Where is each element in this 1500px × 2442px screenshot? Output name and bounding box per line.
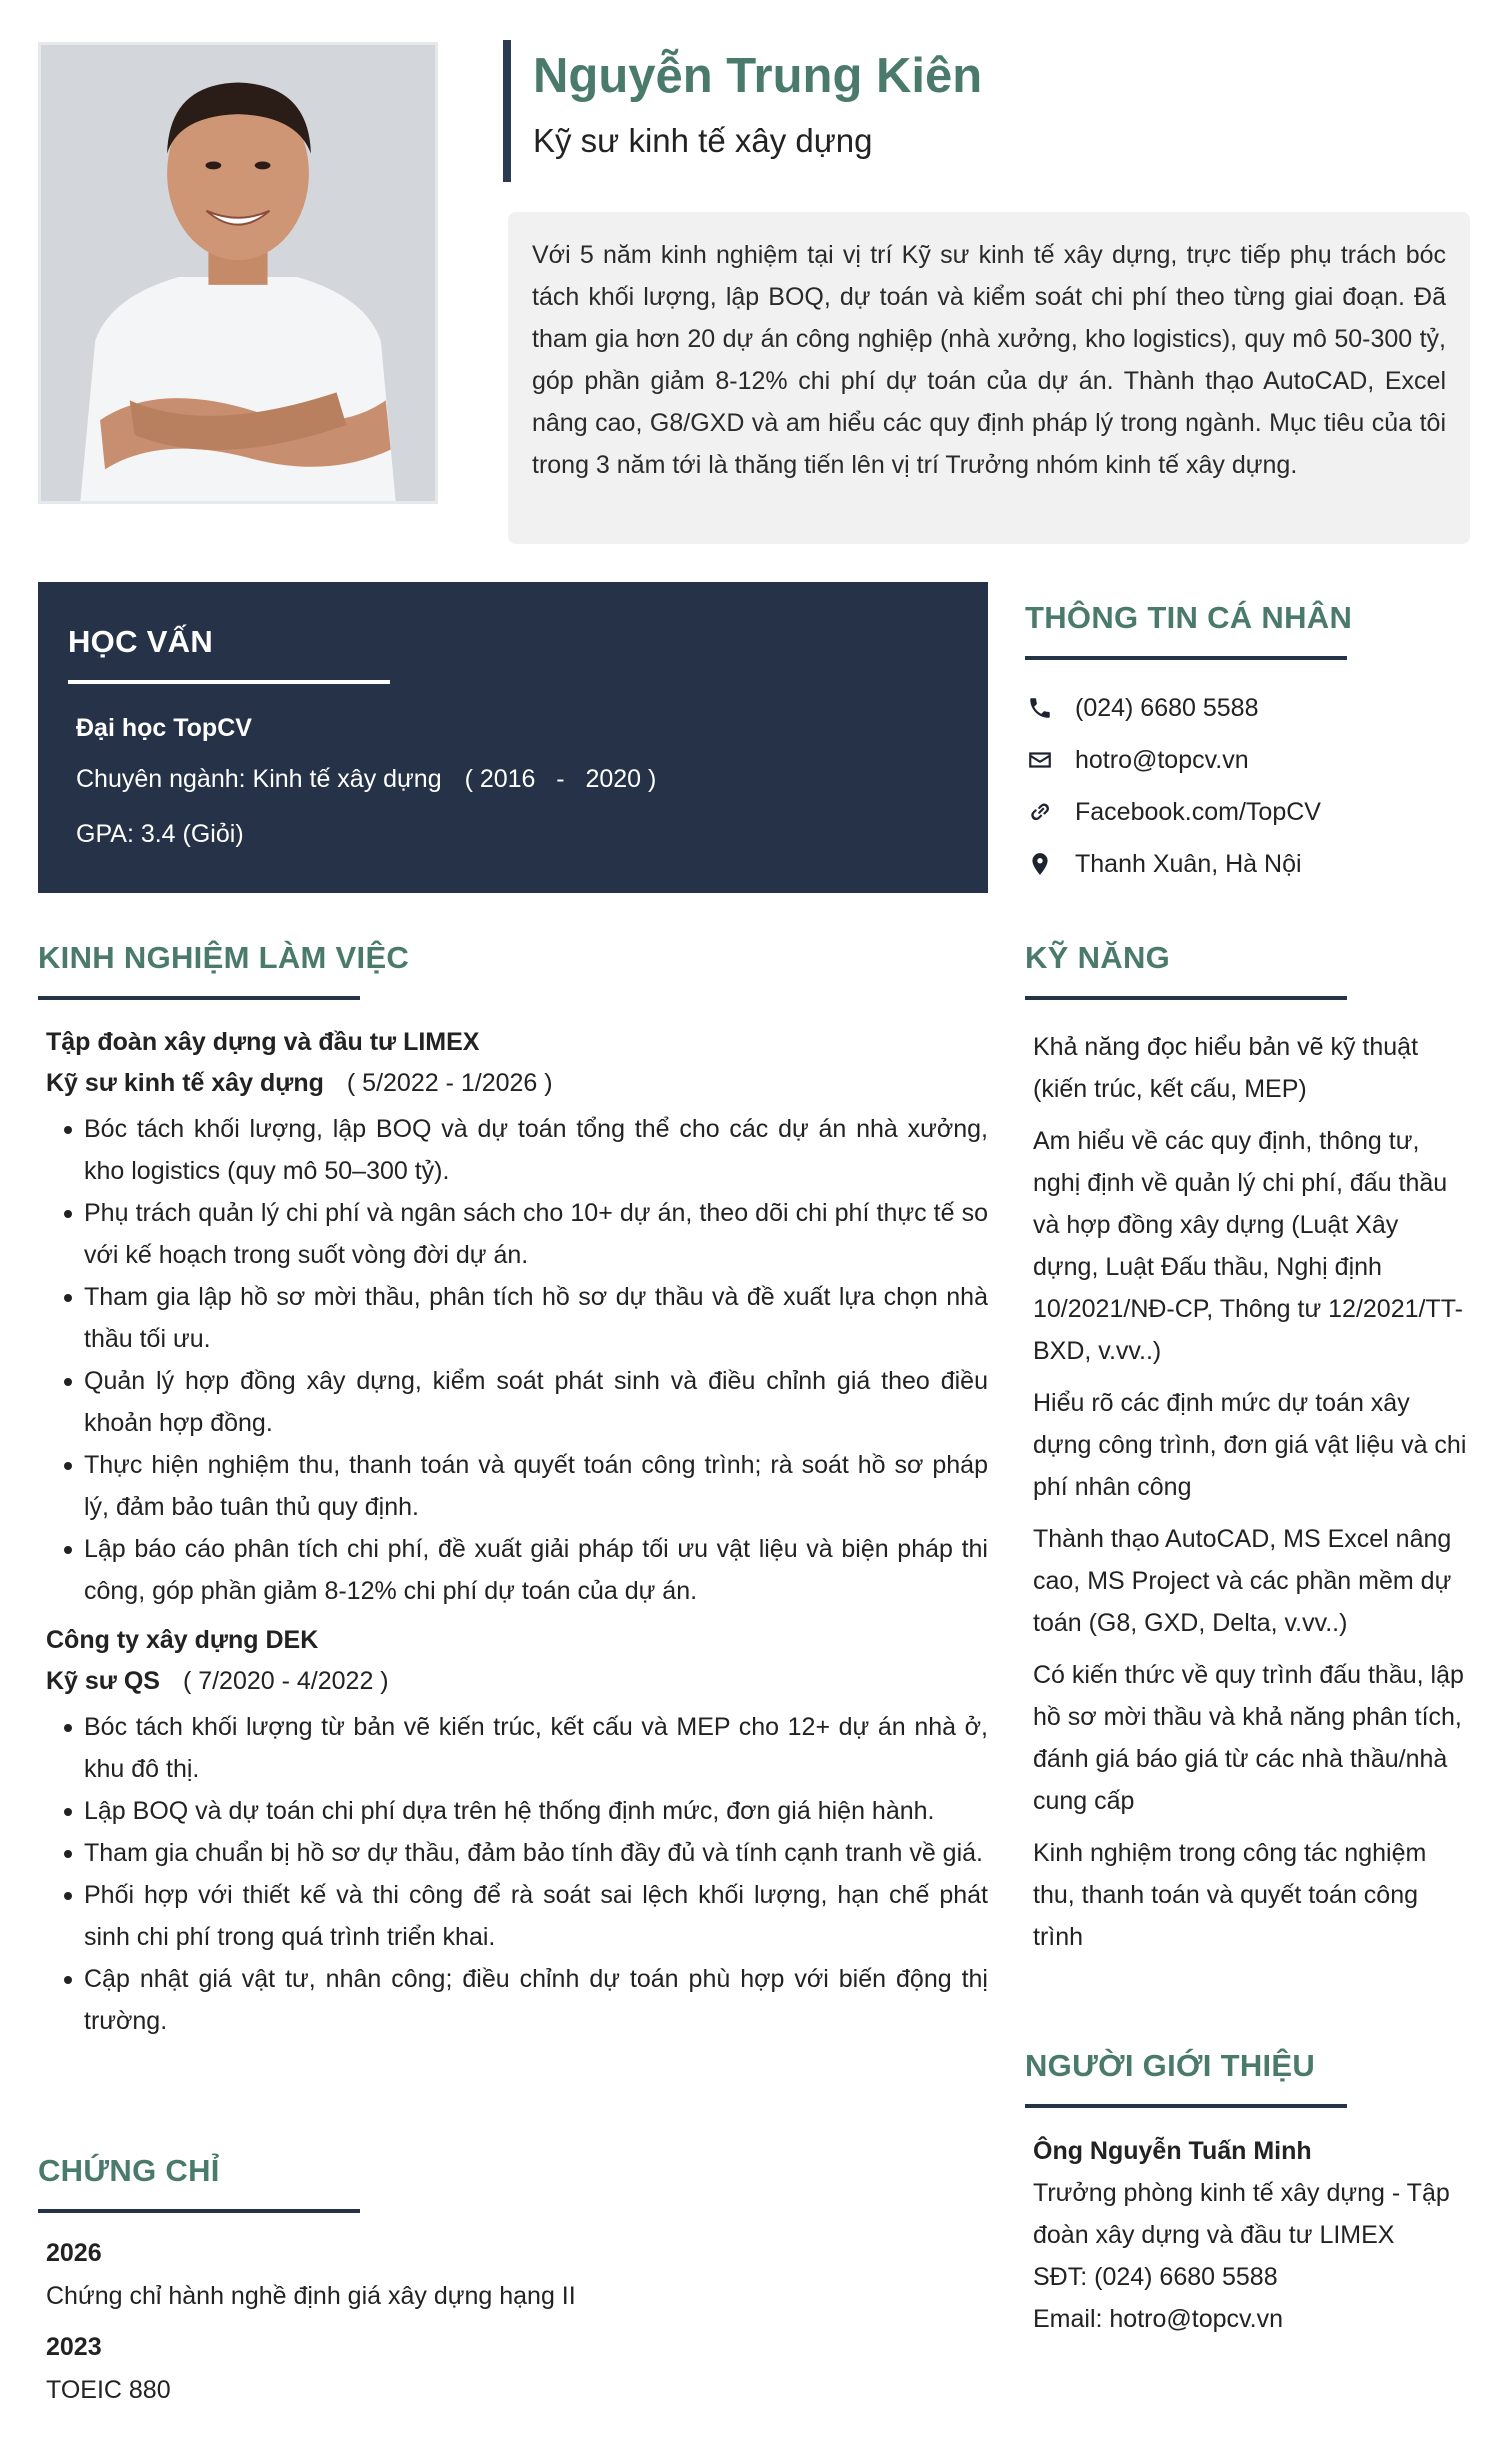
list-item: Bóc tách khối lượng từ bản vẽ kiến trúc, kết cấu và MEP cho 12+ dự án nhà ở, khu đô thị. [64,1706,988,1790]
info-website [1025,786,1465,838]
skill-item: Thành thạo AutoCAD, MS Excel nâng cao, MS Project và các phần mềm dự toán (G8, GXD, Delta, v.vv..) [1033,1525,1452,1637]
list-item: Tham gia lập hồ sơ mời thầu, phân tích hồ sơ dự thầu và đề xuất lựa chọn nhà thầu tối ưu. [64,1276,988,1360]
education-school: Đại học TopCV [76,714,252,742]
info-text: hotro@topcv.vn [1075,745,1249,774]
job-bullets [38,1706,988,2042]
list-item: Cập nhật giá vật tư, nhân công; điều chỉnh dự toán phù hợp với biến động thị trường. [64,1958,988,2042]
certificate-year: 2023 [46,2333,102,2361]
job-company: Công ty xây dựng DEK [46,1626,319,1654]
reference-position: Trưởng phòng kinh tế xây dựng - Tập đoàn xây dựng và đầu tư LIMEX [1033,2179,1450,2249]
reference-section [1025,2048,1470,2340]
info-email [1025,734,1465,786]
list-item: Thực hiện nghiệm thu, thanh toán và quyết toán công trình; rà soát hồ sơ pháp lý, đảm bảo tuân thủ quy định. [64,1444,988,1528]
career-summary: Với 5 năm kinh nghiệm tại vị trí Kỹ sư kinh tế xây dựng, trực tiếp phụ trách bóc tách khối lượng, lập BOQ, dự toán và kiểm soát chi phí theo từng giai đoạn. Đã tham gia hơn 20 dự án công nghiệp (nhà xưởng, kho logistics), quy mô 50-300 tỷ, góp phần giảm 8-12% chi phí dự toán của dự án. Thành thạo AutoCAD, Excel nâng cao, G8/GXD và am hiểu các quy định pháp lý trong ngành. Mục tiêu của tôi trong 3 năm tới là thăng tiến lên vị trí Trưởng nhóm kinh tế xây dựng. [508,212,1470,544]
job-bullets [38,1108,988,1612]
info-text: Facebook.com/TopCV [1075,797,1321,826]
link-icon [1025,797,1055,827]
profile-photo [38,42,438,504]
job-company: Tập đoàn xây dựng và đầu tư LIMEX [46,1028,480,1056]
skill-item: Khả năng đọc hiểu bản vẽ kỹ thuật (kiến trúc, kết cấu, MEP) [1033,1033,1419,1103]
education-period: ( 2016 - 2020 ) [464,765,657,793]
job-role-line [38,1069,988,1098]
list-item: Lập BOQ và dự toán chi phí dựa trên hệ thống định mức, đơn giá hiện hành. [64,1790,988,1832]
skill-item: Có kiến thức về quy trình đấu thầu, lập hồ sơ mời thầu và khả năng phân tích, đánh giá báo giá từ các nhà thầu/nhà cung cấp [1033,1661,1464,1815]
education-section [38,582,988,893]
list-item: Tham gia chuẩn bị hồ sơ dự thầu, đảm bảo tính đầy đủ và tính cạnh tranh về giá. [64,1832,988,1874]
education-major: Chuyên ngành: Kinh tế xây dựng [76,765,442,793]
heading-underline [38,996,360,1000]
skill-item: Am hiểu về các quy định, thông tư, nghị định về quản lý chi phí, đấu thầu và hợp đồng xây dựng (Luật Xây dựng, Luật Đấu thầu, Nghị định 10/2021/NĐ-CP, Thông tư 12/2021/TT-BXD, v.vv..) [1033,1127,1463,1365]
candidate-name: Nguyễn Trung Kiên [533,49,983,103]
skill-item: Kinh nghiệm trong công tác nghiệm thu, thanh toán và quyết toán công trình [1033,1839,1427,1951]
reference-phone: SĐT: (024) 6680 5588 [1033,2263,1278,2291]
location-pin-icon [1025,849,1055,879]
list-item: Quản lý hợp đồng xây dựng, kiểm soát phát sinh và điều chỉnh giá theo điều khoản hợp đồng. [64,1360,988,1444]
job-period: ( 7/2020 - 4/2022 ) [182,1667,389,1695]
job-role: Kỹ sư QS [46,1667,160,1695]
job-role-line [38,1667,988,1696]
certificate-name: Chứng chỉ hành nghề định giá xây dựng hạng II [46,2282,576,2310]
portrait-illustration [41,45,435,501]
list-item: Lập báo cáo phân tích chi phí, đề xuất giải pháp tối ưu vật liệu và biện pháp thi công, góp phần giảm 8-12% chi phí dự toán của dự án. [64,1528,988,1612]
info-text: (024) 6680 5588 [1075,693,1259,722]
phone-icon [1025,693,1055,723]
info-address [1025,838,1465,890]
heading-underline [1025,656,1347,660]
certificate-year: 2026 [46,2239,102,2267]
personal-info-heading: THÔNG TIN CÁ NHÂN [1025,600,1353,635]
work-heading: KINH NGHIỆM LÀM VIỆC [38,940,410,975]
list-item: Phối hợp với thiết kế và thi công để rà soát sai lệch khối lượng, hạn chế phát sinh chi phí trong quá trình triển khai. [64,1874,988,1958]
certificates-heading: CHỨNG CHỈ [38,2153,220,2188]
certificates-section [38,2153,988,2405]
reference-name: Ông Nguyễn Tuấn Minh [1033,2137,1312,2165]
heading-underline [38,2209,360,2213]
envelope-icon [1025,745,1055,775]
skills-section [1025,940,1470,1958]
heading-underline [1025,2104,1347,2108]
skill-item: Hiểu rõ các định mức dự toán xây dựng công trình, đơn giá vật liệu và chi phí nhân công [1033,1389,1467,1501]
reference-details [1025,2130,1470,2340]
heading-underline [1025,996,1347,1000]
info-text: Thanh Xuân, Hà Nội [1075,849,1302,878]
heading-underline [68,680,390,684]
list-item: Bóc tách khối lượng, lập BOQ và dự toán tổng thể cho các dự án nhà xưởng, kho logistics (quy mô 50–300 tỷ). [64,1108,988,1192]
info-phone [1025,682,1465,734]
education-major-line [68,765,958,794]
skills-heading: KỸ NĂNG [1025,940,1171,975]
resume-header [503,40,982,182]
education-gpa: GPA: 3.4 (Giỏi) [76,820,244,848]
job-period: ( 5/2022 - 1/2026 ) [346,1069,553,1097]
candidate-title: Kỹ sư kinh tế xây dựng [533,121,873,159]
reference-email: Email: hotro@topcv.vn [1033,2305,1284,2333]
certificate-name: TOEIC 880 [46,2376,171,2404]
list-item: Phụ trách quản lý chi phí và ngân sách cho 10+ dự án, theo dõi chi phí thực tế so với kế hoạch trong suốt vòng đời dự án. [64,1192,988,1276]
personal-info-section [1025,600,1465,890]
job-role: Kỹ sư kinh tế xây dựng [46,1069,324,1097]
education-heading: HỌC VẤN [68,624,214,659]
reference-heading: NGƯỜI GIỚI THIỆU [1025,2048,1316,2083]
work-experience-section [38,940,988,2042]
